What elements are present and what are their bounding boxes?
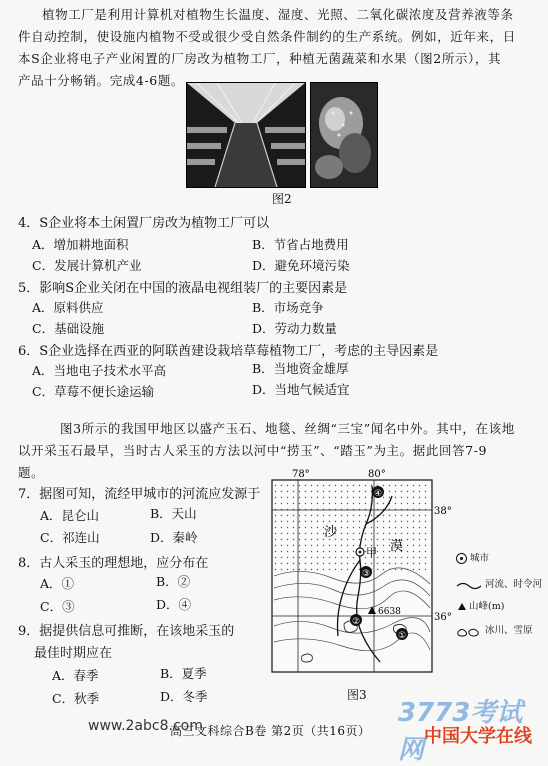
q5-option-d[interactable]: D．劳动力数量 (252, 321, 338, 336)
page-footer: 高三文科综合B卷 第2页（共16页） (170, 724, 371, 738)
lat-38-label: 38° (434, 506, 452, 517)
q8-option-d[interactable]: D．④ (156, 597, 192, 612)
q7-option-b[interactable]: B．天山 (150, 506, 197, 521)
q5-option-b[interactable]: B．市场竞争 (252, 300, 324, 315)
legend-city-row (456, 552, 489, 566)
figure-3-map (262, 466, 452, 686)
desert-area (273, 481, 431, 573)
intro-paragraph-1 (18, 4, 534, 92)
question-7-stem: 7．据图可知，流经甲城市的河流应发源于 (18, 487, 261, 502)
lon-80-label: 80° (368, 469, 386, 480)
intro2-line-2: 以开采玉石最早，当时古人采玉的方法以河中“捞玉”、“踏玉”为主。据此回答7-9 (18, 443, 488, 458)
glacier-legend-icon (456, 625, 482, 637)
question-9-stem-line-1: 9．据提供信息可推断，在该地采玉的 (18, 624, 235, 639)
intro2-line-1: 图3所示的我国甲地区以盛产玉石、地毯、丝绸“三宝”闻名中外。其中，在该地 (60, 421, 515, 436)
question-5-stem: 5．影响S企业关闭在中国的液晶电视组装厂的主要因素是 (18, 281, 348, 296)
legend-city-label: 城市 (470, 553, 490, 564)
intro2-line-3: 题。 (18, 465, 45, 480)
q6-option-d[interactable]: D．当地气候适宜 (252, 382, 350, 397)
intro1-line-3: 本S企业将电子产业闲置的厂房改为植物工厂，种植无菌蔬菜和水果（图2所示），其 (18, 51, 502, 66)
q6-option-c[interactable]: C．草莓不便长途运输 (32, 384, 155, 399)
q8-option-a[interactable]: A．① (40, 576, 75, 591)
marker-3-label: ③ (362, 569, 371, 579)
question-4-stem: 4．S企业将本土闲置厂房改为植物工厂可以 (18, 216, 270, 231)
intro1-line-2: 件自动控制，使设施内植物不受或很少受自然条件制约的生产系统。例如，近年来，日 (18, 29, 516, 44)
legend-peak-label: 山峰(m) (469, 601, 505, 612)
legend-river-label: 河流、时令河 (485, 579, 543, 590)
desert-label-2: 漠 (390, 539, 404, 554)
q9-option-a[interactable]: A．春季 (52, 668, 99, 683)
q7-option-d[interactable]: D．秦岭 (150, 530, 198, 545)
figure-2-caption: 图2 (272, 192, 292, 206)
marker-1-label: ① (398, 631, 407, 641)
q4-option-a[interactable]: A．增加耕地面积 (32, 237, 129, 252)
lon-78-label: 78° (292, 469, 310, 480)
q6-option-a[interactable]: A．当地电子技术水平高 (32, 363, 167, 378)
watermark-brand: 3773考试网 (398, 698, 523, 765)
q8-option-c[interactable]: C．③ (40, 599, 75, 614)
q6-option-b[interactable]: B．当地资金雄厚 (252, 361, 349, 376)
q9-option-d[interactable]: D．冬季 (160, 689, 208, 704)
city-jia-label: 甲 (366, 546, 377, 559)
q9-option-c[interactable]: C．秋季 (52, 691, 100, 706)
legend-glacier-label: 冰川、雪原 (485, 625, 533, 636)
peak-legend-icon (458, 603, 466, 610)
q7-option-a[interactable]: A．昆仑山 (40, 508, 100, 523)
river-legend-icon (456, 580, 482, 590)
watermark-sub: 中国大学在线 (424, 726, 532, 747)
question-9-stem-line-2: 最佳时期应在 (34, 646, 113, 661)
legend-peak-row (458, 600, 504, 614)
city-jia-marker (356, 548, 364, 556)
peak-elevation-label: 6638 (378, 607, 401, 617)
greenhouse-photo (186, 82, 306, 188)
q4-option-d[interactable]: D．避免环境污染 (252, 258, 350, 273)
legend-glacier-row (456, 624, 533, 638)
intro1-line-1: 植物工厂是利用计算机对植物生长温度、湿度、光照、二氧化碳浓度及营养液等条 (42, 7, 514, 22)
figure-3-caption: 图3 (347, 688, 367, 702)
marker-4-label: ④ (374, 489, 383, 499)
desert-label-1: 沙 (324, 525, 338, 540)
legend-river-row (456, 578, 542, 592)
q9-option-b[interactable]: B．夏季 (160, 666, 207, 681)
city-legend-icon (456, 553, 467, 564)
q5-option-c[interactable]: C．基础设施 (32, 321, 105, 336)
intro1-line-4: 产品十分畅销。完成4-6题。 (18, 73, 185, 88)
q8-option-b[interactable]: B．② (156, 574, 191, 589)
q4-option-c[interactable]: C．发展计算机产业 (32, 258, 142, 273)
q7-option-c[interactable]: C．祁连山 (40, 530, 100, 545)
question-6-stem: 6．S企业选择在西亚的阿联酋建设栽培草莓植物工厂，考虑的主导因素是 (18, 344, 439, 359)
question-8-stem: 8．古人采玉的理想地，应分布在 (18, 556, 209, 571)
q4-option-b[interactable]: B．节省占地费用 (252, 237, 349, 252)
strawberry-photo (310, 82, 378, 188)
lat-36-label: 36° (434, 612, 452, 623)
marker-2-label: ② (352, 617, 361, 627)
map-svg (262, 466, 452, 686)
watermark-left-url: www.2abc8.com (88, 718, 203, 734)
q5-option-a[interactable]: A．原料供应 (32, 300, 104, 315)
